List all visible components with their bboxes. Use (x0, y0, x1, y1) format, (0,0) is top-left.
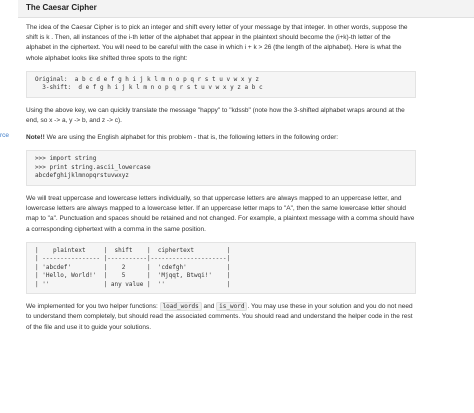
page-title: The Caesar Cipher (26, 3, 97, 12)
case-rules-paragraph: We will treat uppercase and lowercase letters individually, so that uppercase letters are always mapped to an uppercase letter, and lowercase letters are always mapped to a lowercase letter. If an uppercase letter maps to "A", then the same lowercase letter should map to "a". Punctuation and spaces should be retained and not changed. For example, a plaintext message with a comma should have a corresponding ciphertext with a comma in the same position. (26, 194, 415, 233)
note-paragraph (26, 133, 416, 143)
sidebar-link[interactable]: rce (0, 132, 10, 139)
is-word-code: is_word (216, 302, 247, 311)
helper-text-end: . You may use these in your solution and you do not need to understand them completely, but should read the associated comments. You should read and understand the helper code in the rest of the file and use it to guide your solutions. (26, 303, 413, 331)
note-text: We are using the English alphabet for this problem - that is, the following letters in the following order: (44, 134, 339, 142)
helper-text-start: We implemented for you two helper functions: (26, 303, 160, 311)
load-words-code: load_words (160, 302, 202, 311)
intro-paragraph: The idea of the Caesar Cipher is to pick an integer and shift every letter of your message by that integer. In other words, suppose the shift is k . Then, all instances of the i-th letter of the alphabet that appear in the plaintext should become the (i+k)-th letter of the alphabet in the ciphertext. You will need to be careful with the case in which i + k > 26 (the length of the alphabet). Here is what the whole alphabet looks like shifted three spots to the right: (26, 24, 408, 62)
note-label: Note!! (26, 134, 45, 142)
problem-content (26, 23, 416, 340)
examples-table-code-block: | plaintext | shift | ciphertext | | ---------------- |-----------|---------------------| | 'abcdef' | 2 | 'cdefgh' | | 'Hello, World!' | 5 | 'Mjqqt, Btwqi!' | | '' | any value | '' | (26, 242, 416, 295)
example-paragraph: Using the above key, we can quickly translate the message "happy" to "kdssb" (note how the 3-shifted alphabet wraps around at the end, so x -> a, y -> b, and z -> c). (26, 106, 405, 125)
page-header (18, 0, 474, 18)
helper-functions-paragraph (26, 302, 416, 333)
helper-text-and: and (201, 303, 217, 311)
alphabet-code-block: Original: a b c d e f g h i j k l m n o p q r s t u v w x y z 3-shift: d e f g h i j k l m n o p q r s t u v w x y z a b c (26, 71, 416, 98)
string-import-code-block: >>> import string >>> print string.ascii_lowercase abcdefghijklmnopqrstuvwxyz (26, 150, 416, 186)
